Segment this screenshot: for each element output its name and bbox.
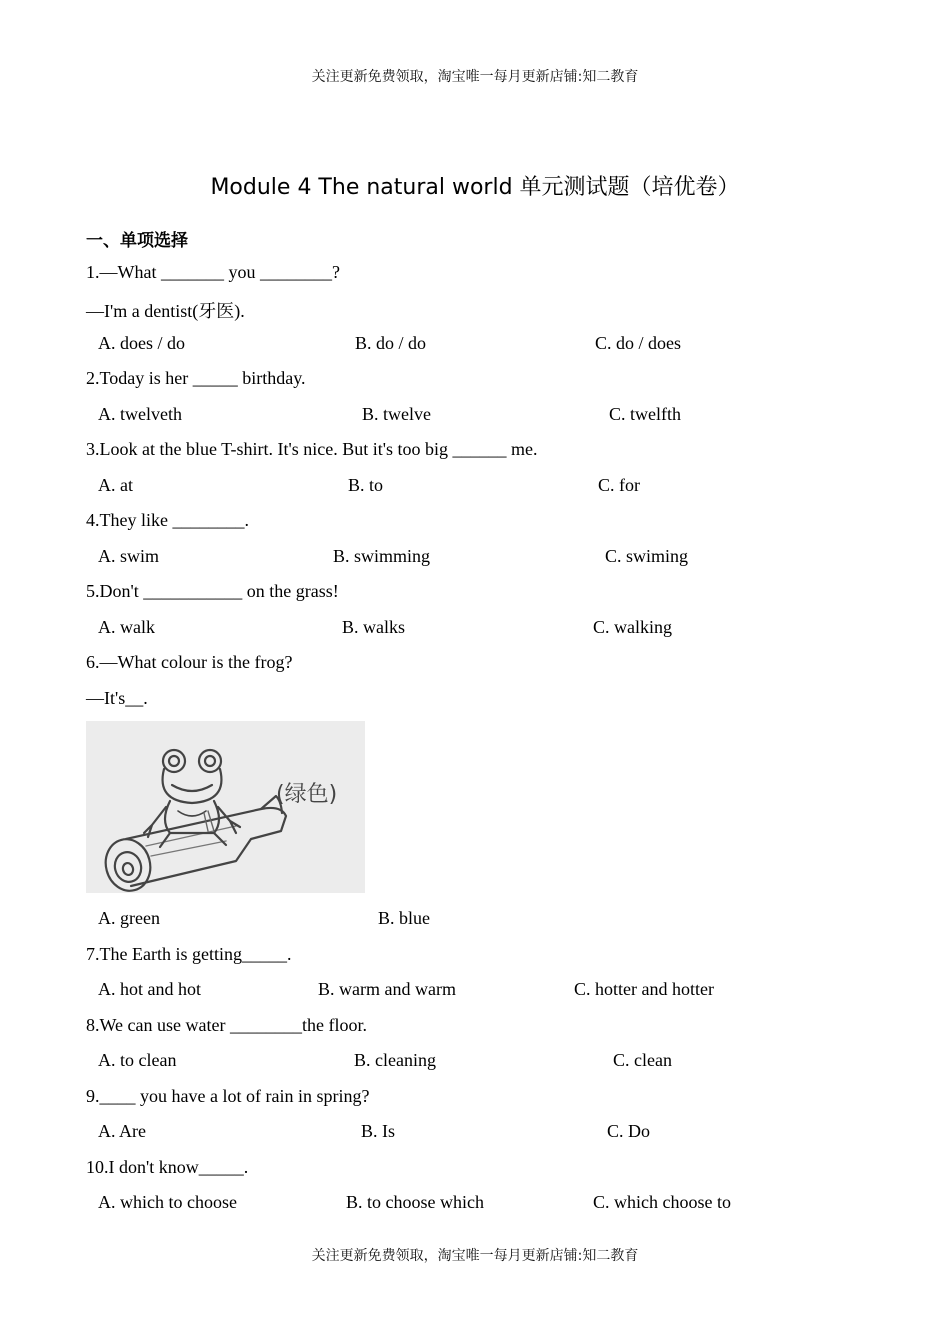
question-2-option-c: C. twelfth (609, 404, 681, 424)
question-7-option-a: A. hot and hot (98, 979, 201, 999)
question-4-option-b: B. swimming (333, 546, 431, 566)
question-3-stem: 3.Look at the blue T-shirt. It's nice. But it's too big ______ me. (86, 439, 538, 459)
question-9-stem: 9.____ you have a lot of rain in spring? (86, 1086, 370, 1106)
question-8-stem: 8.We can use water ________the floor. (86, 1015, 367, 1035)
question-6-reply: —It's__. (86, 688, 148, 708)
frog-caption: (绿色) (276, 782, 338, 807)
question-2-stem: 2.Today is her _____ birthday. (86, 368, 306, 388)
question-7-option-b: B. warm and warm (318, 979, 456, 999)
question-6-option-a: A. green (98, 908, 160, 928)
question-1-option-c: C. do / does (595, 333, 682, 353)
question-5-option-b: B. walks (342, 617, 405, 637)
question-1-option-a: A. does / do (98, 333, 185, 353)
question-10-option-a: A. which to choose (98, 1192, 237, 1212)
question-6-option-b: B. blue (378, 908, 430, 928)
question-3-option-b: B. to (348, 475, 384, 495)
frog-picture (86, 721, 365, 893)
frog-illustration (86, 721, 365, 893)
question-2-option-b: B. twelve (362, 404, 431, 424)
question-10-option-b: B. to choose which (346, 1192, 484, 1212)
question-8-option-c: C. clean (613, 1050, 672, 1070)
question-4-option-a: A. swim (98, 546, 160, 566)
question-5-option-a: A. walk (98, 617, 155, 637)
section-heading: 一、单项选择 (86, 231, 188, 251)
question-10-option-c: C. which choose to (593, 1192, 731, 1212)
question-1-option-b: B. do / do (355, 333, 427, 353)
page-title: Module 4 The natural world 单元测试题（培优卷） (210, 175, 740, 200)
question-2-option-a: A. twelveth (98, 404, 182, 424)
question-5-option-c: C. walking (593, 617, 672, 637)
question-10-stem: 10.I don't know_____. (86, 1157, 249, 1177)
question-4-option-c: C. swiming (605, 546, 689, 566)
question-3-option-c: C. for (598, 475, 640, 495)
page-footer: 关注更新免费领取，淘宝唯一每月更新店铺:知二教育 (311, 1248, 639, 1264)
question-8-option-a: A. to clean (98, 1050, 177, 1070)
question-9-option-c: C. Do (607, 1121, 651, 1141)
question-8-option-b: B. cleaning (354, 1050, 436, 1070)
question-7-option-c: C. hotter and hotter (574, 979, 714, 999)
question-6-stem: 6.—What colour is the frog? (86, 652, 293, 672)
question-1-reply: —I'm a dentist(牙医). (86, 301, 245, 321)
question-9-option-a: A. Are (98, 1121, 146, 1141)
question-9-option-b: B. Is (361, 1121, 396, 1141)
question-4-stem: 4.They like ________. (86, 510, 249, 530)
question-5-stem: 5.Don't ___________ on the grass! (86, 581, 339, 601)
question-1-stem: 1.—What _______ you ________? (86, 262, 340, 282)
question-7-stem: 7.The Earth is getting_____. (86, 944, 292, 964)
page-header: 关注更新免费领取，淘宝唯一每月更新店铺:知二教育 (311, 69, 639, 85)
question-3-option-a: A. at (98, 475, 133, 495)
